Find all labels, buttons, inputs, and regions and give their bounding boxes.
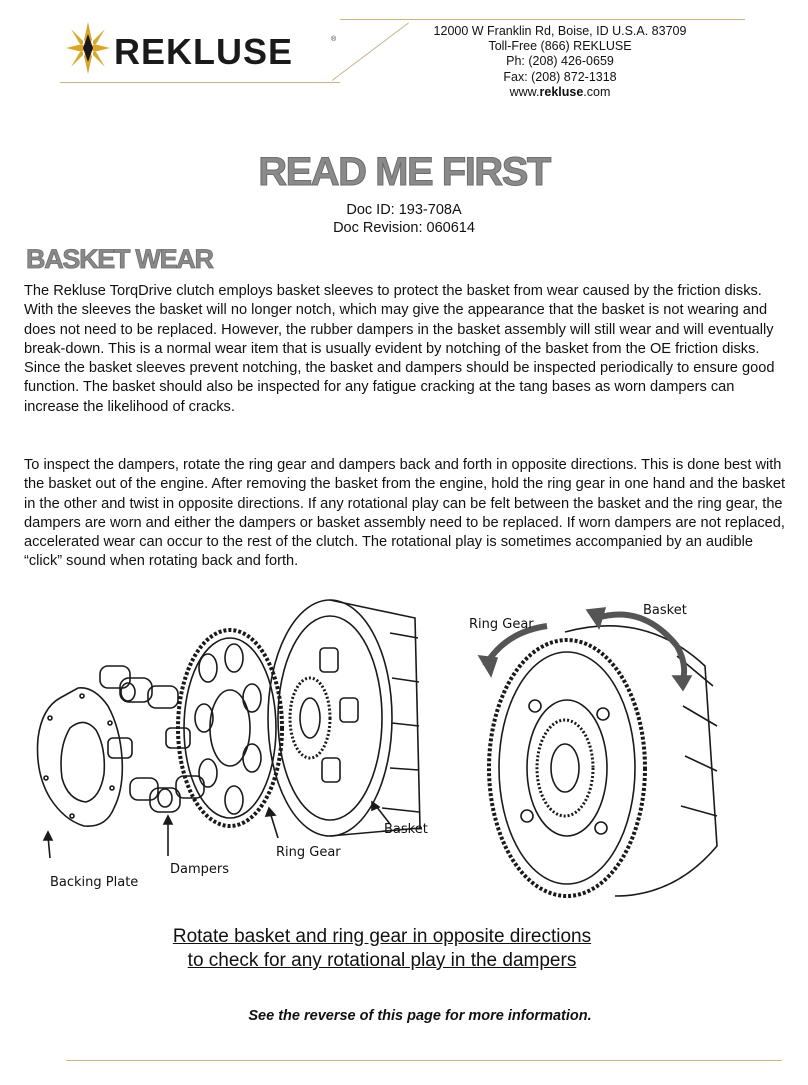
website-name: rekluse	[539, 84, 584, 99]
header-logo-rule	[60, 82, 340, 83]
footer-rule	[66, 1060, 782, 1061]
website-suffix: .com	[583, 84, 611, 99]
contact-address: 12000 W Franklin Rd, Boise, ID U.S.A. 83709	[433, 24, 687, 38]
website-prefix: www.	[509, 84, 540, 99]
reverse-page-note: See the reverse of this page for more information.	[248, 1008, 592, 1024]
contact-toll-free: Toll-Free (866) REKLUSE	[488, 39, 632, 54]
ring-gear-drawing	[178, 630, 282, 826]
doc-revision: Doc Revision: 060614	[333, 219, 475, 236]
ring-gear-teeth	[489, 640, 645, 896]
contact-block	[400, 24, 720, 100]
caption-line-2: to check for any rotational play in the dampers	[187, 950, 577, 971]
assembled-basket-drawing	[455, 596, 735, 906]
paragraph-2: To inspect the dampers, rotate the ring gear and dampers back and forth in opposite directions. This is done best with the basket out of the engine. After removing the basket from the engine, hold the ring gear in one hand and the basket in the other and twist in opposite directions. If any rotational play can be felt between the basket and the ring gear, the dampers are worn and either the dampers or basket assembly need to be replaced. If worn dampers are not replaced, accelerated wear can occur to the rest of the clutch. The rotational play is sometimes accompanied by an audible “click” sound when rotating back and forth.	[24, 457, 786, 570]
exploded-clutch-figure	[20, 588, 440, 898]
label-basket-right: Basket	[643, 603, 687, 618]
registered-mark: ®	[331, 36, 337, 43]
rekluse-logo	[64, 20, 344, 76]
brand-name: REKLUSE	[114, 31, 294, 72]
doc-meta	[0, 202, 808, 237]
label-ring-gear: Ring Gear	[276, 845, 341, 860]
contact-phone: Ph: (208) 426-0659	[506, 54, 614, 69]
section-heading: BASKET WEAR	[26, 244, 213, 274]
contact-website[interactable]	[400, 85, 720, 100]
page-title: READ ME FIRST	[258, 150, 550, 194]
doc-id: Doc ID: 193-708A	[346, 202, 462, 218]
label-ring-gear-right: Ring Gear	[469, 617, 534, 632]
header-rule	[340, 19, 745, 20]
exploded-clutch-drawing	[20, 588, 440, 898]
paragraph-1: The Rekluse TorqDrive clutch employs basket sleeves to protect the basket from wear caused by the friction disks. With the sleeves the basket will no longer notch, which may give the appearance that the basket is not wearing and does not need to be replaced. However, the rubber dampers in the basket assembly will still wear and will eventually break-down. This is a normal wear item that is usually evident by notching of the basket from the OE friction disks. Since the basket sleeves prevent notching, the basket and dampers should be inspected periodically to ensure good function. The basket should also be inspected for any fatigue cracking at the tang bases as worn dampers can increase the likelihood of cracks.	[24, 283, 775, 415]
figure-caption	[0, 925, 764, 973]
label-backing-plate: Backing Plate	[50, 875, 139, 890]
basket-drawing	[268, 600, 420, 836]
contact-fax: Fax: (208) 872-1318	[503, 69, 617, 84]
rekluse-star-icon	[64, 20, 112, 76]
label-basket: Basket	[384, 822, 428, 837]
assembled-basket-figure	[455, 596, 735, 906]
caption-line-1: Rotate basket and ring gear in opposite directions	[172, 926, 592, 947]
label-dampers: Dampers	[170, 862, 230, 877]
